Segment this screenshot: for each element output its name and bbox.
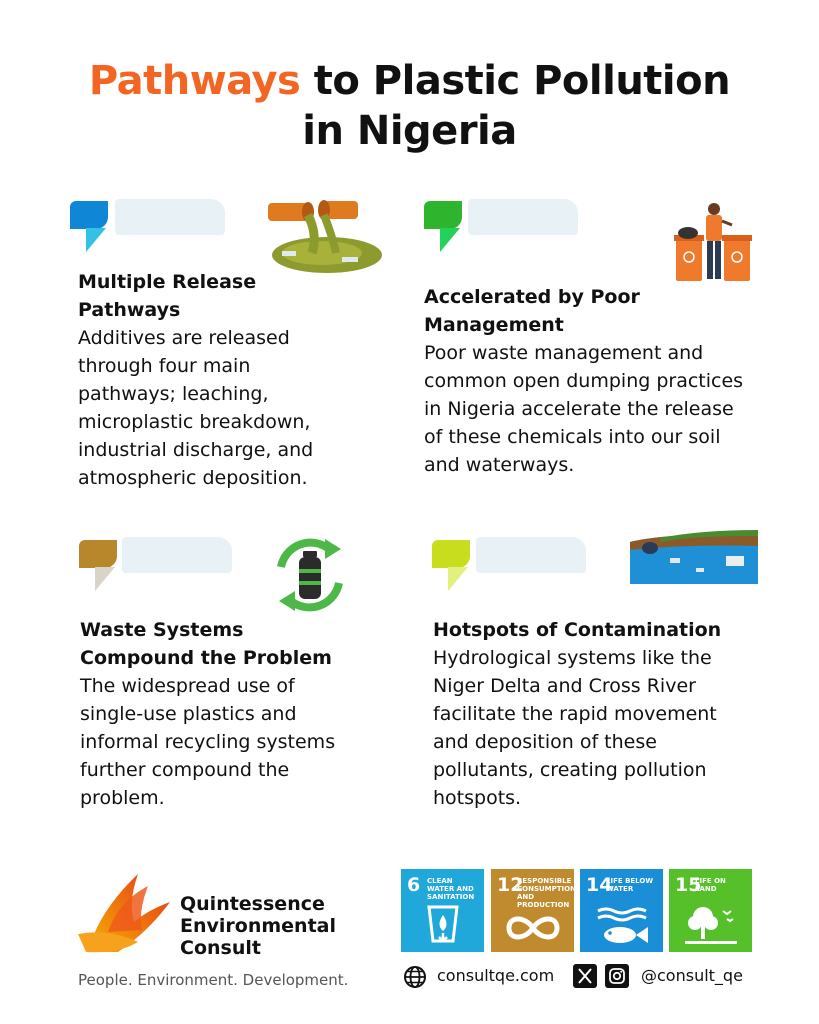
card-tab-1 bbox=[70, 201, 110, 253]
instagram-icon[interactable] bbox=[605, 964, 629, 988]
card-title-2: Accelerated by Poor Management bbox=[424, 286, 640, 336]
pipe-discharge-icon bbox=[262, 195, 382, 277]
brand-name bbox=[180, 893, 336, 959]
card-bar-3 bbox=[122, 537, 232, 573]
title-line2: in Nigeria bbox=[302, 108, 517, 154]
sdg-14-number: 14 bbox=[586, 874, 613, 896]
water-drop-icon bbox=[425, 905, 461, 945]
card-bar-4 bbox=[476, 537, 586, 573]
card-text-2: Poor waste management and common open dumping practices in Nigeria accelerate the release of these chemicals into our soil and waterways. bbox=[424, 342, 744, 476]
social-handle[interactable]: @consult_qe bbox=[641, 966, 743, 985]
title-rest: to Plastic Pollution bbox=[300, 58, 731, 104]
brand-line1: Quintessence bbox=[180, 893, 325, 915]
sdg-6-label: CLEAN WATER AND SANITATION bbox=[427, 877, 475, 901]
recycle-bottle-icon bbox=[267, 537, 353, 613]
sdg-12-label: RESPONSIBLE CONSUMPTION AND PRODUCTION bbox=[517, 877, 576, 909]
sdg-14-label: LIFE BELOW WATER bbox=[606, 877, 654, 893]
infinity-icon bbox=[503, 913, 563, 943]
brand-line2: Environmental bbox=[180, 915, 336, 937]
card-tab-4 bbox=[432, 540, 472, 592]
sdg-6-number: 6 bbox=[407, 874, 421, 896]
sdg-6-tile bbox=[401, 869, 484, 952]
card-title-4: Hotspots of Contamination bbox=[433, 619, 722, 641]
card-text-1: Additives are released through four main pathways; leaching, microplastic breakdown, industrial discharge, and atmospheric deposition. bbox=[78, 327, 314, 489]
card-title-3: Waste Systems Compound the Problem bbox=[80, 619, 332, 669]
card-bar-2 bbox=[468, 199, 578, 235]
brand-line3: Consult bbox=[180, 937, 261, 959]
brand-logo-icon bbox=[78, 872, 174, 954]
title-accent: Pathways bbox=[88, 58, 301, 104]
sdg-15-number: 15 bbox=[675, 874, 702, 896]
fish-icon bbox=[594, 905, 650, 945]
card-tab-3 bbox=[79, 540, 119, 592]
sdg-15-label: LIFE ON LAND bbox=[695, 877, 726, 893]
website-link[interactable]: consultqe.com bbox=[437, 966, 555, 985]
sdg-14-tile bbox=[580, 869, 663, 952]
sdg-12-tile bbox=[491, 869, 574, 952]
tree-icon bbox=[683, 903, 739, 947]
card-text-3: The widespread use of single-use plastics and informal recycling systems further compound the problem. bbox=[80, 675, 336, 809]
x-social-icon[interactable] bbox=[573, 964, 597, 988]
sdg-15-tile bbox=[669, 869, 752, 952]
page-title bbox=[0, 56, 819, 156]
waste-bins-icon bbox=[672, 195, 758, 287]
sdg-12-number: 12 bbox=[497, 874, 524, 896]
card-title-1: Multiple Release Pathways bbox=[78, 271, 257, 321]
card-text-4: Hydrological systems like the Niger Delta and Cross River facilitate the rapid movement and deposition of these pollutants, creating pollution hotspots. bbox=[433, 647, 717, 809]
card-bar-1 bbox=[115, 199, 225, 235]
globe-icon bbox=[403, 965, 427, 989]
polluted-river-icon bbox=[630, 528, 758, 584]
brand-tagline: People. Environment. Development. bbox=[78, 971, 349, 989]
card-tab-2 bbox=[424, 201, 464, 253]
